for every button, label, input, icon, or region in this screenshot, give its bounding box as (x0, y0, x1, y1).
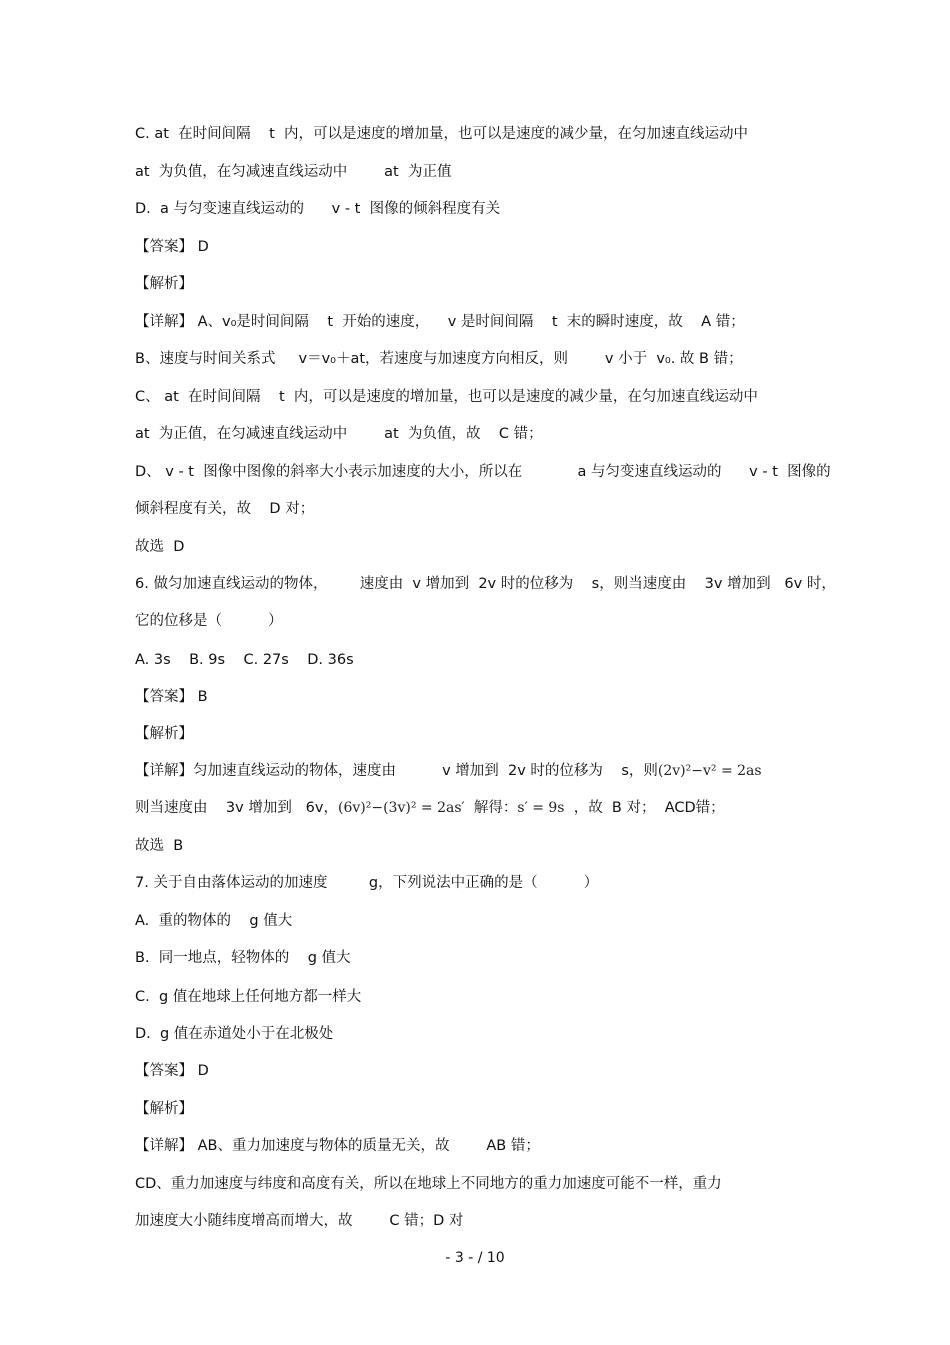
text-line: D、 v - t 图像中图像的斜率大小表示加速度的大小，所以在 a 与匀变速直线运动的 v - t 图像的 (135, 464, 831, 480)
text-line: B. 同一地点，轻物体的 g 值大 (135, 950, 351, 966)
formula-2v: (2v)²−v² = 2as (657, 763, 762, 779)
text-line: CD、重力加速度与纬度和高度有关，所以在地球上不同地方的重力加速度可能不一样，重力 (135, 1176, 722, 1192)
text-line: 倾斜程度有关，故 D 对； (135, 501, 315, 517)
text-line: D. g 值在赤道处小于在北极处 (135, 1026, 334, 1042)
text-line: at 为正值，在匀减速直线运动中 at 为负值，故 C 错； (135, 426, 543, 442)
explanation-line-6 (135, 761, 762, 781)
explanation-text: 则当速度由 3v 增加到 6v， (135, 800, 338, 816)
explanation-text: 【详解】匀加速直线运动的物体，速度由 v 增加到 2v 时的位移为 s，则 (135, 763, 658, 779)
solve-label: 解得： (464, 800, 518, 816)
text-line: 【答案】 D (135, 239, 209, 255)
formula-result: s′ = 9s (517, 800, 565, 816)
text-line: at 为负值，在匀减速直线运动中 at 为正值 (135, 164, 452, 180)
text-line: 它的位移是（ ） (135, 613, 283, 629)
text-line: C. g 值在地球上任何地方都一样大 (135, 989, 362, 1005)
page-number: - 3 - / 10 (445, 1250, 505, 1266)
text-line: C. at 在时间间隔 t 内，可以是速度的增加量，也可以是速度的减少量，在匀加速直线运动中 (135, 126, 748, 142)
text-line: 7. 关于自由落体运动的加速度 g，下列说法中正确的是（ ） (135, 875, 599, 891)
text-line: D. a 与匀变速直线运动的 v - t 图像的倾斜程度有关 (135, 201, 501, 217)
text-line: A. 3s B. 9s C. 27s D. 36s (135, 652, 354, 668)
text-line: C、 at 在时间间隔 t 内，可以是速度的增加量，也可以是速度的减少量，在匀加速直线运动中 (135, 389, 758, 405)
choice-line: 故选 B (135, 838, 184, 854)
text-line: 【答案】 D (135, 1063, 209, 1079)
explanation-line-6b (135, 798, 725, 818)
text-line: 【解析】 (135, 726, 193, 742)
conclusion-text: ，故 B 对； ACD错； (564, 800, 725, 816)
text-line: 6. 做匀加速直线运动的物体， 速度由 v 增加到 2v 时的位移为 s，则当速度由 3v 增加到 6v 时， (135, 576, 836, 592)
text-line: 【解析】 (135, 1101, 193, 1117)
text-line: 【答案】 B (135, 689, 208, 705)
formula-6v: (6v)²−(3v)² = 2as′ (338, 800, 465, 816)
text-line: B、速度与时间关系式 v＝v₀＋at，若速度与加速度方向相反，则 v 小于 v₀. 故 B 错； (135, 351, 743, 367)
text-line: 【解析】 (135, 276, 193, 292)
text-line: A. 重的物体的 g 值大 (135, 913, 293, 929)
text-line: 加速度大小随纬度增高而增大，故 C 错；D 对 (135, 1213, 464, 1229)
text-line: 【详解】 AB、重力加速度与物体的质量无关，故 AB 错； (135, 1138, 540, 1154)
text-line: 【详解】 A、v₀是时间间隔 t 开始的速度， v 是时间间隔 t 末的瞬时速度，故 A 错； (135, 314, 745, 330)
text-line: 故选 D (135, 539, 185, 555)
